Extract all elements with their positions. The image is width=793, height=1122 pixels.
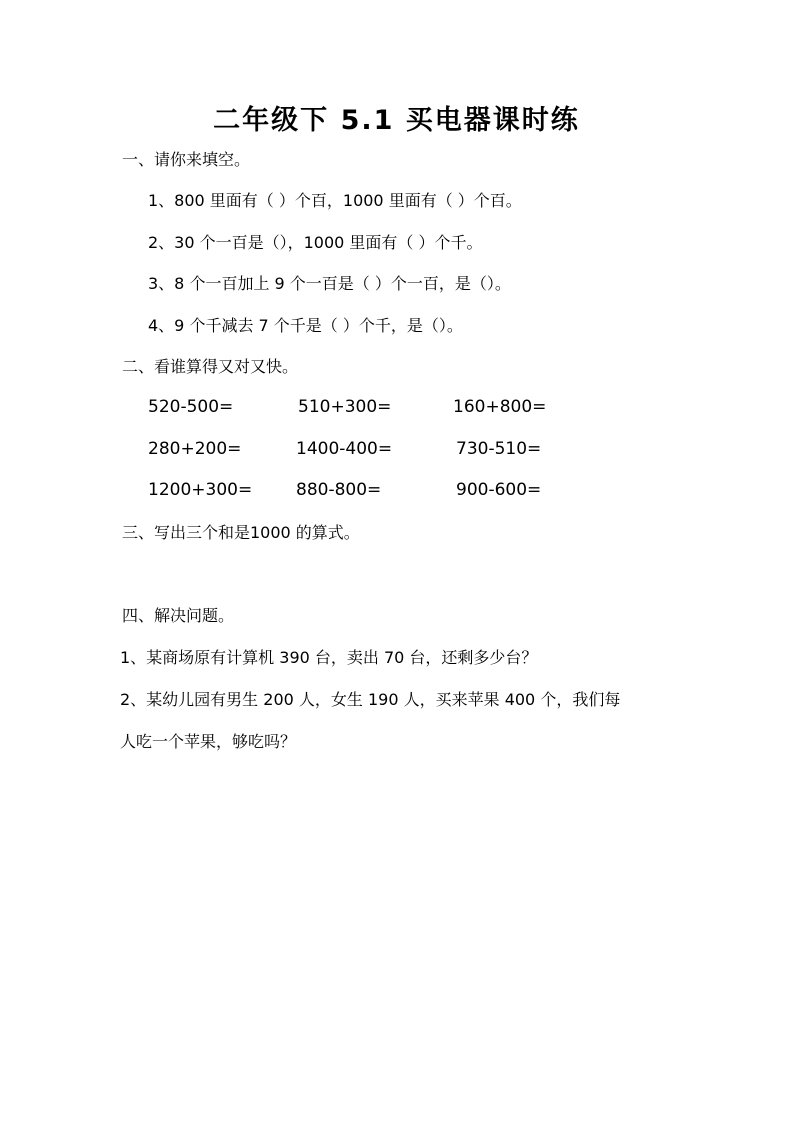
- fill-blank-item-4: 4、9 个千减去 7 个千是（ ）个千，是（）。: [148, 316, 463, 335]
- calc-expression: 900-600=: [456, 480, 542, 500]
- calc-expression: 1400-400=: [296, 439, 393, 459]
- fill-blank-item-3: 3、8 个一百加上 9 个一百是（ ）个一百，是（）。: [148, 274, 511, 293]
- calc-expression: 880-800=: [296, 480, 382, 500]
- section-4-heading: 四、解决问题。: [122, 606, 235, 625]
- section-3-heading: 三、写出三个和是1000 的算式。: [122, 523, 360, 542]
- fill-blank-item-1: 1、800 里面有（ ）个百，1000 里面有（ ）个百。: [148, 191, 522, 210]
- calc-expression: 510+300=: [298, 397, 392, 417]
- calc-expression: 280+200=: [148, 439, 242, 459]
- section-2-heading: 二、看谁算得又对又快。: [122, 357, 299, 376]
- calc-expression: 520-500=: [148, 397, 234, 417]
- calc-expression: 160+800=: [453, 397, 547, 417]
- word-problem-1: 1、某商场原有计算机 390 台，卖出 70 台，还剩多少台？: [120, 648, 538, 667]
- worksheet-title: 二年级下 5.1 买电器课时练: [213, 105, 580, 136]
- fill-blank-item-2: 2、30 个一百是（），1000 里面有（ ）个千。: [148, 233, 483, 252]
- word-problem-2-continued: 人吃一个苹果，够吃吗？: [120, 732, 297, 751]
- calc-expression: 730-510=: [456, 439, 542, 459]
- word-problem-2: 2、某幼儿园有男生 200 人，女生 190 人，买来苹果 400 个，我们每: [120, 690, 621, 709]
- section-1-heading: 一、请你来填空。: [122, 150, 251, 169]
- calc-expression: 1200+300=: [148, 480, 253, 500]
